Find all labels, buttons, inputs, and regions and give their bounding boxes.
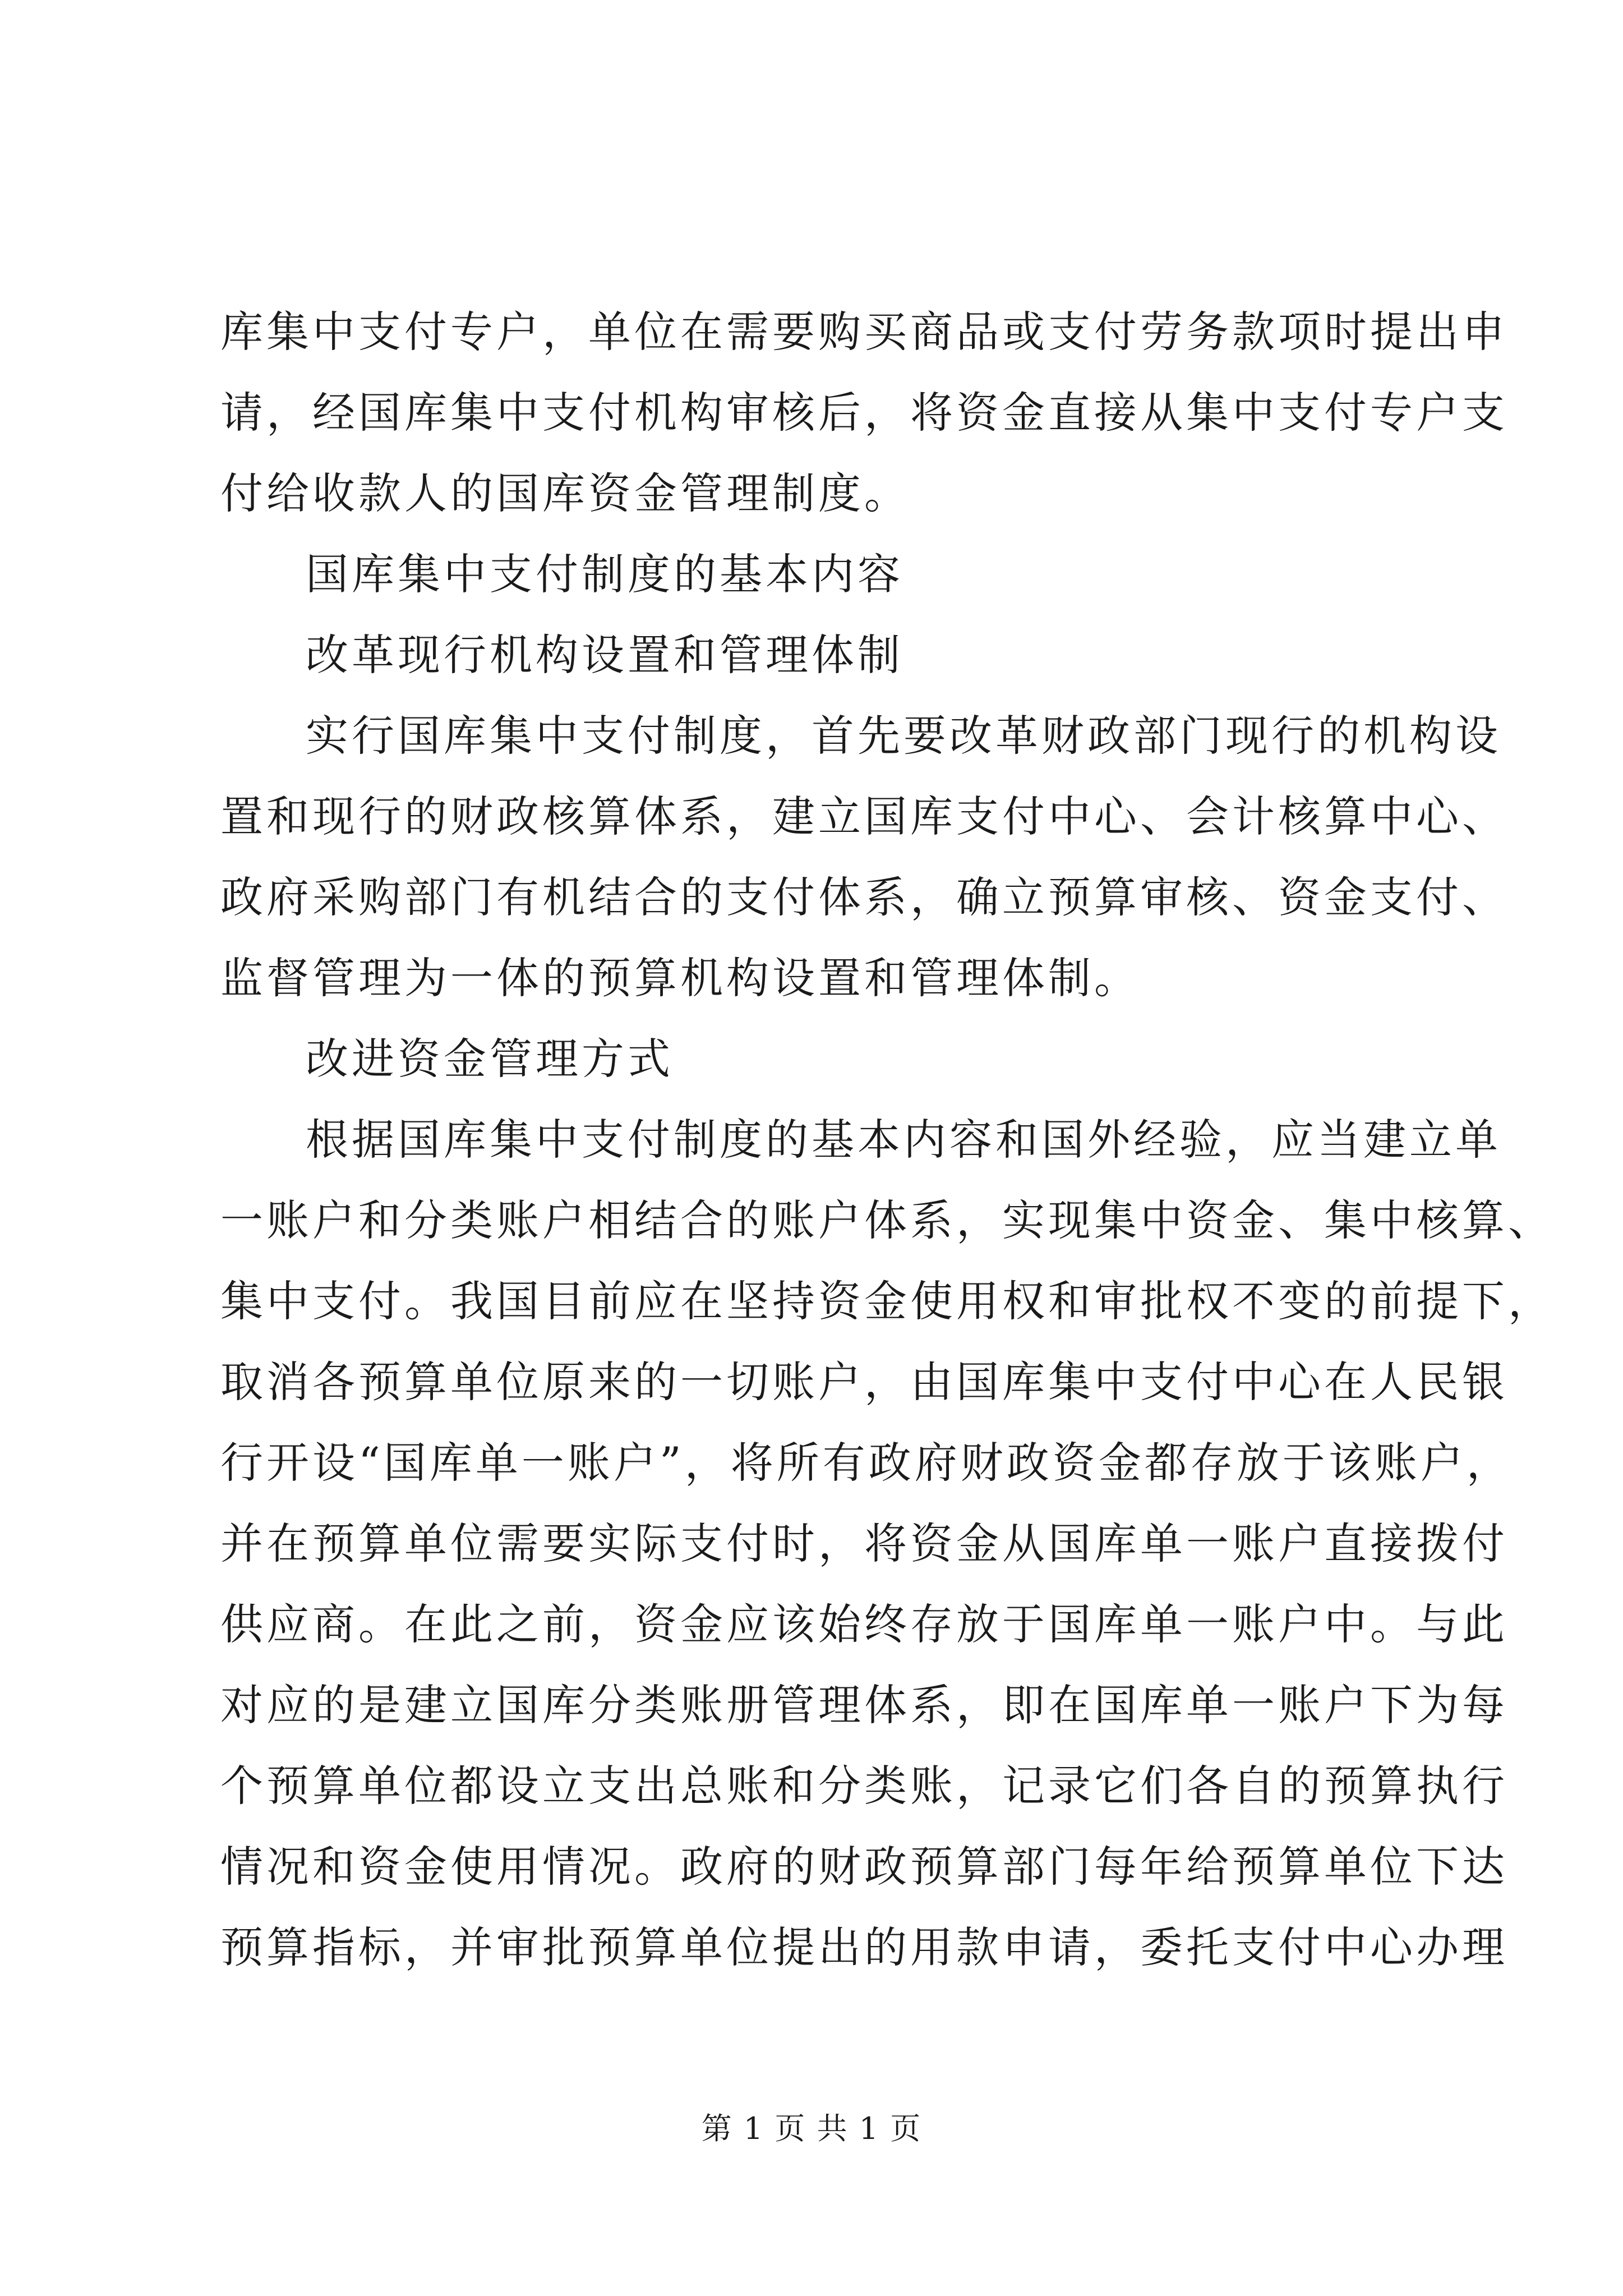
subsection-heading: 改进资金管理方式 <box>306 1034 674 1084</box>
paragraph-start-line: 根据国库集中支付制度的基本内容和国外经验，应当建立单 <box>306 1115 1501 1165</box>
text-line: 请，经国库集中支付机构审核后，将资金直接从集中支付专户支 <box>220 388 1508 438</box>
text-line: 置和现行的财政核算体系，建立国库支付中心、会计核算中心、 <box>220 792 1508 841</box>
text-line: 监督管理为一体的预算机构设置和管理体制。 <box>220 953 1140 1003</box>
document-body <box>220 292 1554 1988</box>
page-number-label: 第 1 页 共 1 页 <box>701 2111 922 2146</box>
text-line: 供应商。在此之前，资金应该始终存放于国库单一账户中。与此 <box>220 1599 1508 1649</box>
text-line: 一账户和分类账户相结合的账户体系，实现集中资金、集中核算、 <box>220 1195 1554 1245</box>
text-line: 取消各预算单位原来的一切账户，由国库集中支付中心在人民银 <box>220 1357 1508 1407</box>
page-footer <box>0 2109 1623 2148</box>
text-line: 集中支付。我国目前应在坚持资金使用权和审批权不变的前提下， <box>220 1276 1554 1326</box>
text-line: 付给收款人的国库资金管理制度。 <box>220 468 910 518</box>
section-heading: 国库集中支付制度的基本内容 <box>306 549 903 599</box>
text-line: 库集中支付专户，单位在需要购买商品或支付劳务款项时提出申 <box>220 307 1508 357</box>
paragraph-start-line: 实行国库集中支付制度，首先要改革财政部门现行的机构设 <box>306 711 1501 761</box>
text-line: 政府采购部门有机结合的支付体系，确立预算审核、资金支付、 <box>220 872 1508 922</box>
subsection-heading: 改革现行机构设置和管理体制 <box>306 630 903 680</box>
text-line: 预算指标，并审批预算单位提出的用款申请，委托支付中心办理 <box>220 1922 1508 1972</box>
text-line: 个预算单位都设立支出总账和分类账，记录它们各自的预算执行 <box>220 1761 1508 1811</box>
text-line: 并在预算单位需要实际支付时，将资金从国库单一账户直接拨付 <box>220 1519 1508 1568</box>
text-line: 行开设“国库单一账户”，将所有政府财政资金都存放于该账户， <box>220 1438 1513 1488</box>
text-line: 对应的是建立国库分类账册管理体系，即在国库单一账户下为每 <box>220 1680 1508 1730</box>
text-line: 情况和资金使用情况。政府的财政预算部门每年给预算单位下达 <box>220 1842 1508 1892</box>
